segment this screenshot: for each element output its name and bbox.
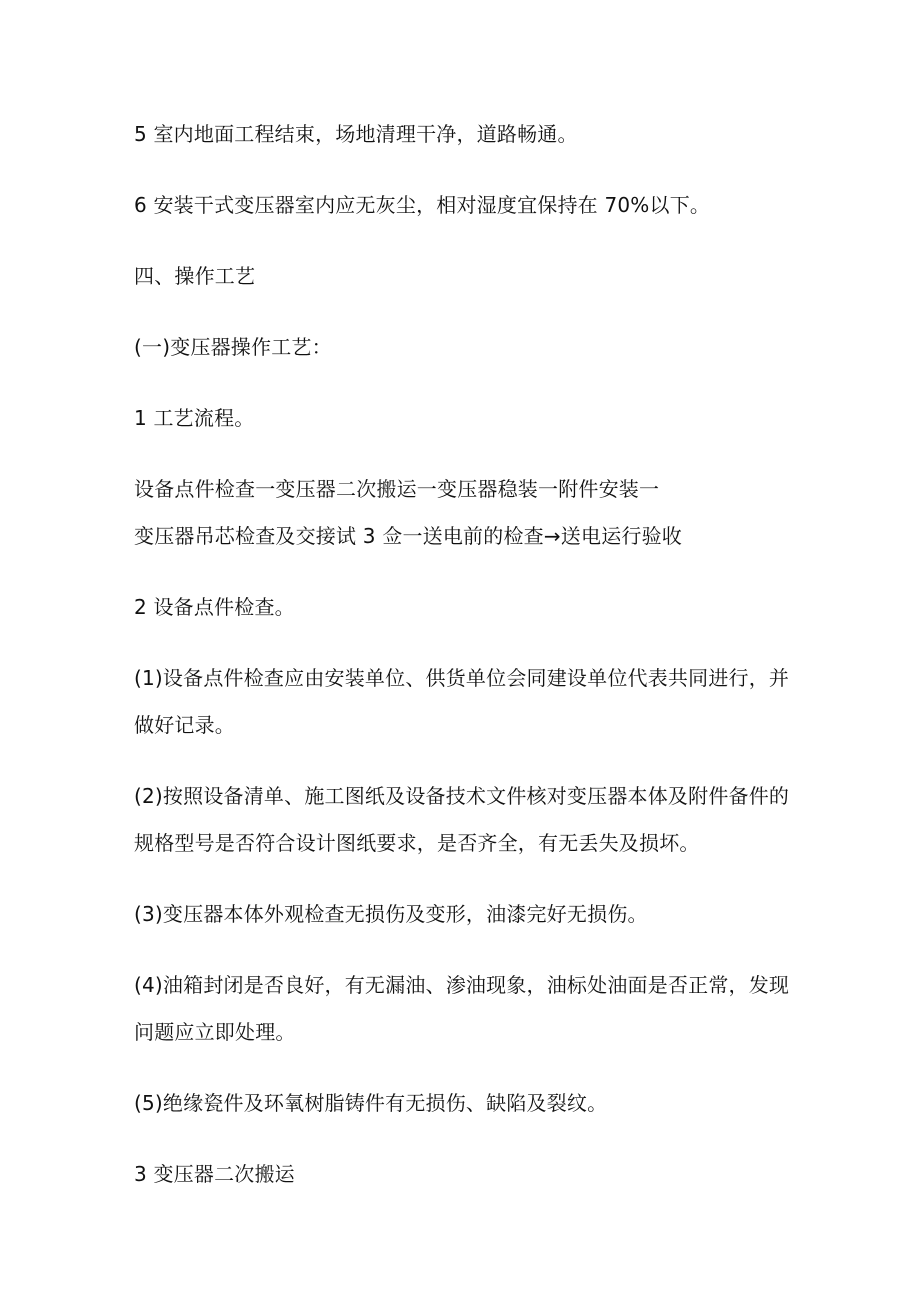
section-heading-operation-process: 四、操作工艺 [134,264,256,288]
paragraph-inspection-3: (3)变压器本体外观检查无损伤及变形，油漆完好无损伤。 [134,902,648,926]
paragraph-inspection-4-line-2: 问题应立即处理。 [134,1020,296,1044]
paragraph-inspection-4-line-1: (4)油箱封闭是否良好，有无漏油、渗油现象，油标处油面是否正常，发现 [134,973,790,997]
paragraph-dry-transformer-room-humidity: 6 安装干式变压器室内应无灰尘，相对湿度宜保持在 70%以下。 [134,193,711,217]
item-heading-process-flow: 1 工艺流程。 [134,406,255,430]
paragraph-inspection-1-line-2: 做好记录。 [134,713,235,737]
paragraph-inspection-1-line-1: (1)设备点件检查应由安装单位、供货单位会同建设单位代表共同进行，并 [134,666,790,690]
subsection-heading-transformer-process: (一)变压器操作工艺： [134,335,332,359]
process-flow-line-2: 变压器吊芯检查及交接试 3 佥一送电前的检查→送电运行验收 [134,524,682,548]
paragraph-inspection-5: (5)绝缘瓷件及环氧树脂铸件有无损伤、缺陷及裂纹。 [134,1091,608,1115]
item-heading-secondary-transport: 3 变压器二次搬运 [134,1162,295,1186]
paragraph-indoor-ground-finished: 5 室内地面工程结束，场地清理干净，道路畅通。 [134,122,578,146]
item-heading-equipment-inspection: 2 设备点件检查。 [134,595,295,619]
process-flow-line-1: 设备点件检查一变压器二次搬运一变压器稳装一附件安装一 [134,477,660,501]
paragraph-inspection-2-line-2: 规格型号是否符合设计图纸要求，是否齐全，有无丢失及损坏。 [134,831,700,855]
paragraph-inspection-2-line-1: (2)按照设备清单、施工图纸及设备技术文件核对变压器本体及附件备件的 [134,784,790,808]
